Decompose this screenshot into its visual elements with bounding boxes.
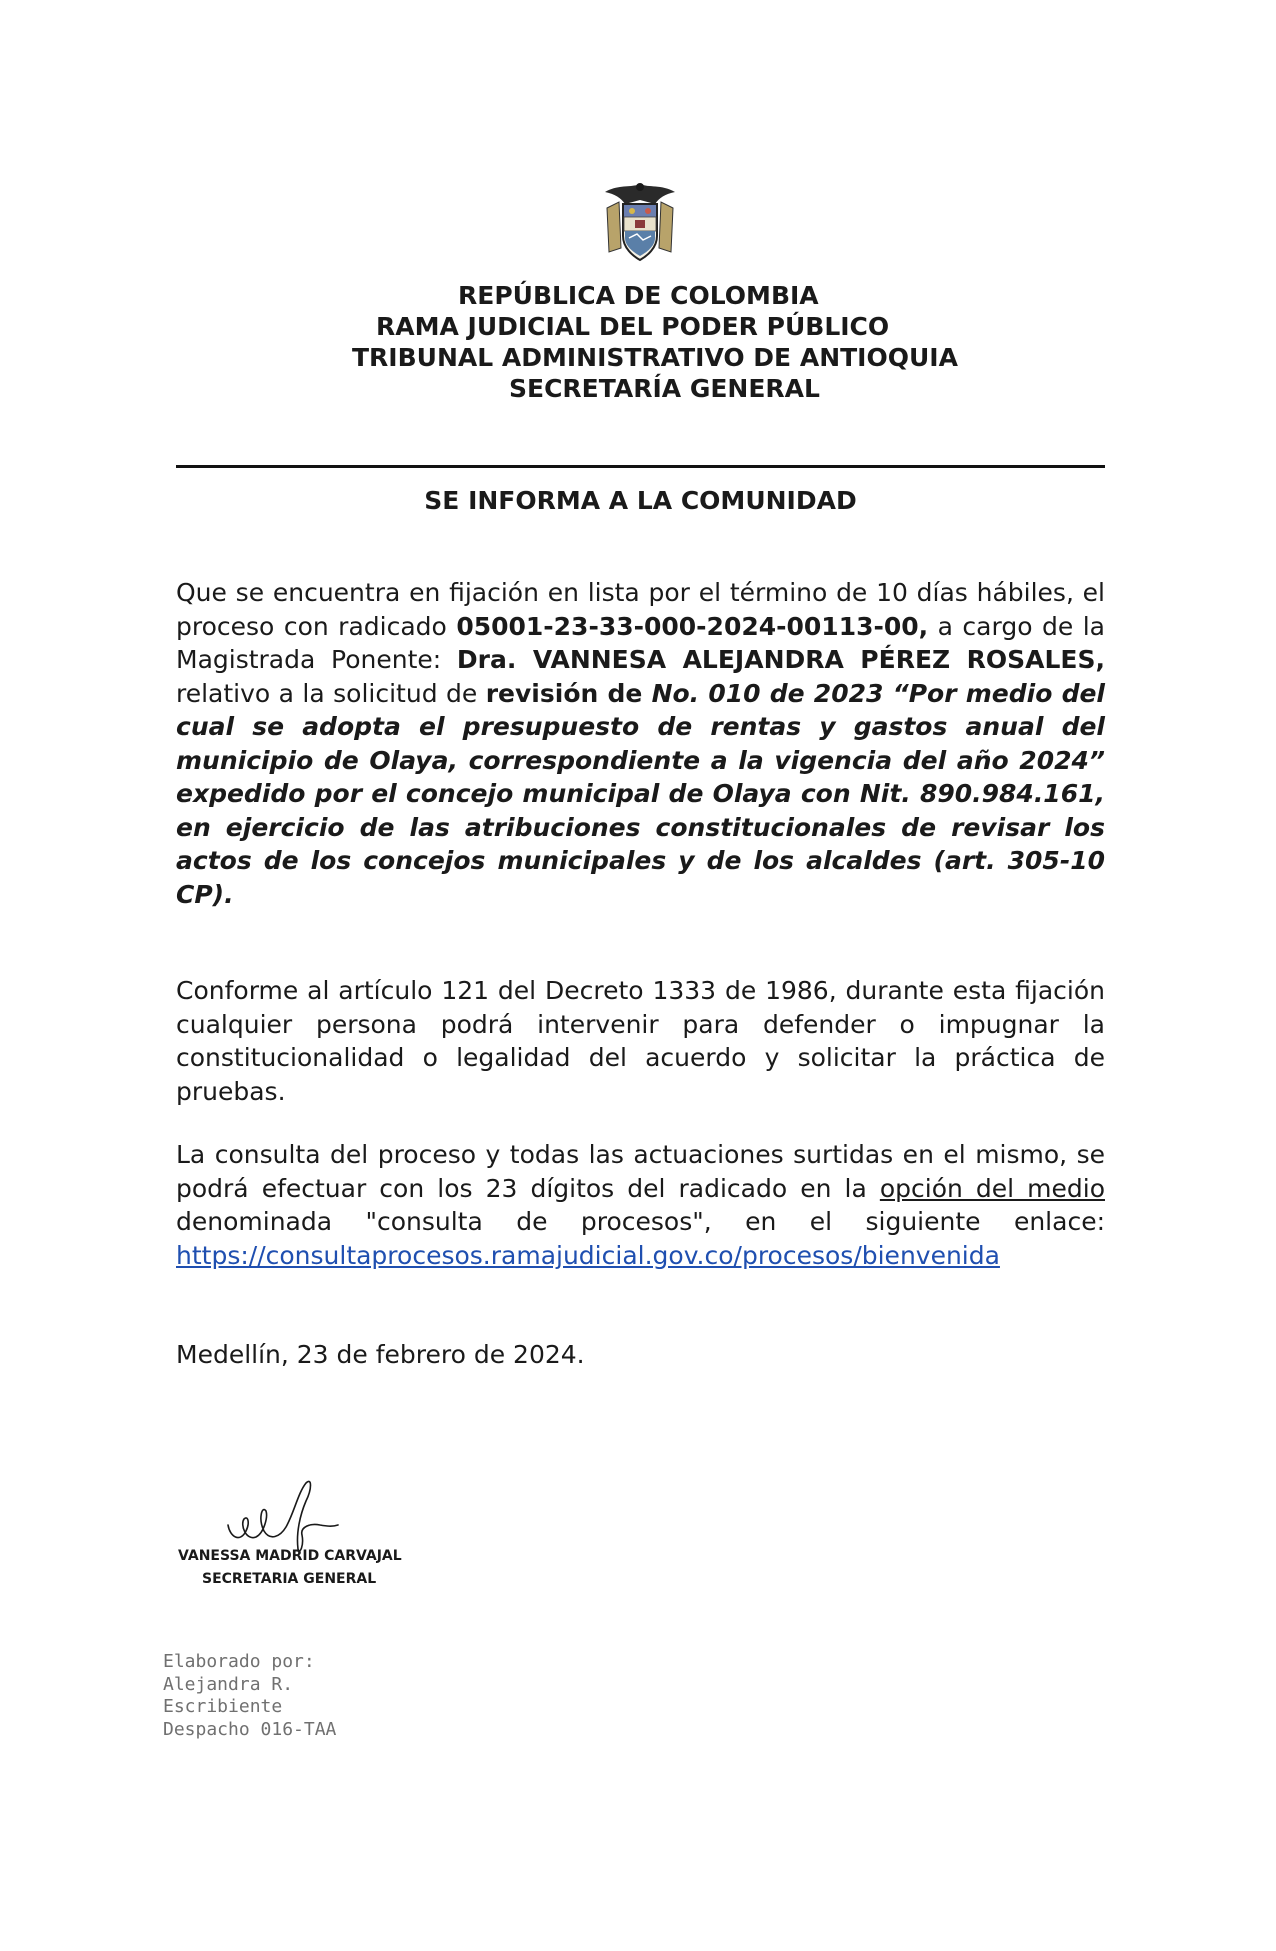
paragraph3-text-2: denominada "consulta de procesos", en el siguiente enlace:	[176, 1207, 1105, 1236]
coat-of-arms-logo	[597, 178, 683, 264]
signer-name: VANESSA MADRID CARVAJAL	[178, 1548, 402, 1564]
header-country: REPÚBLICA DE COLOMBIA	[458, 281, 819, 310]
magistrate-name: Dra. VANNESA ALEJANDRA PÉREZ ROSALES,	[456, 645, 1105, 674]
medium-option-text: opción del medio	[879, 1173, 1105, 1203]
consultation-link[interactable]: https://consultaprocesos.ramajudicial.gov.co/procesos/bienvenida	[176, 1240, 1000, 1270]
paragraph3-text-1: La consulta del proceso y todas las actuaciones surtidas en el mismo, se podrá efectuar con los 23 dígitos del radicado en la	[176, 1140, 1105, 1203]
legal-basis-paragraph: Conforme al artículo 121 del Decreto 1333 de 1986, durante esta fijación cualquier persona podrá intervenir para defender o impugnar la constitucionalidad o legalidad del acuerdo y solicitar la práctica de pruebas.	[176, 976, 1105, 1106]
header-divider	[176, 465, 1105, 468]
header-branch: RAMA JUDICIAL DEL PODER PÚBLICO	[376, 312, 890, 341]
date-line: Medellín, 23 de febrero de 2024.	[176, 1340, 585, 1369]
prepared-by-name: Alejandra R.	[163, 1673, 294, 1695]
prepared-by-office: Despacho 016-TAA	[163, 1718, 337, 1740]
signer-role: SECRETARIA GENERAL	[202, 1571, 377, 1587]
paragraph1-text-3: relativo a la solicitud de	[176, 678, 486, 708]
prepared-by-label: Elaborado por:	[163, 1651, 315, 1672]
fixation-paragraph	[176, 576, 1105, 911]
case-number: 05001-23-33-000-2024-00113-00,	[456, 611, 929, 641]
prepared-by-block	[163, 1651, 336, 1741]
prepared-by-position: Escribiente	[163, 1696, 283, 1717]
act-description: No. 010 de 2023 “Por medio del cual se adopta el presupuesto de rentas y gastos anual del municipio de Olaya, correspondiente a la vigencia del año 2024” expedido por el concejo municipal de Olaya con Nit. 890.984.161, en ejercicio de las atribuciones constitucionales de revisar los actos de los concejos municipales y de los alcaldes (art. 305-10 CP).	[176, 678, 1105, 909]
handwritten-signature	[220, 1475, 380, 1555]
notice-title: SE INFORMA A LA COMUNIDAD	[424, 486, 857, 515]
consultation-paragraph	[176, 1138, 1105, 1272]
paragraph1-text-2: a cargo de la Magistrada Ponente:	[176, 611, 1105, 674]
paragraph1-text-1: Que se encuentra en fijación en lista por el término de 10 días hábiles, el proceso con radicado	[176, 578, 1105, 641]
revision-label: revisión de	[485, 678, 643, 708]
header-tribunal: TRIBUNAL ADMINISTRATIVO DE ANTIOQUIA	[352, 343, 958, 372]
header-secretariat: SECRETARÍA GENERAL	[509, 374, 820, 403]
